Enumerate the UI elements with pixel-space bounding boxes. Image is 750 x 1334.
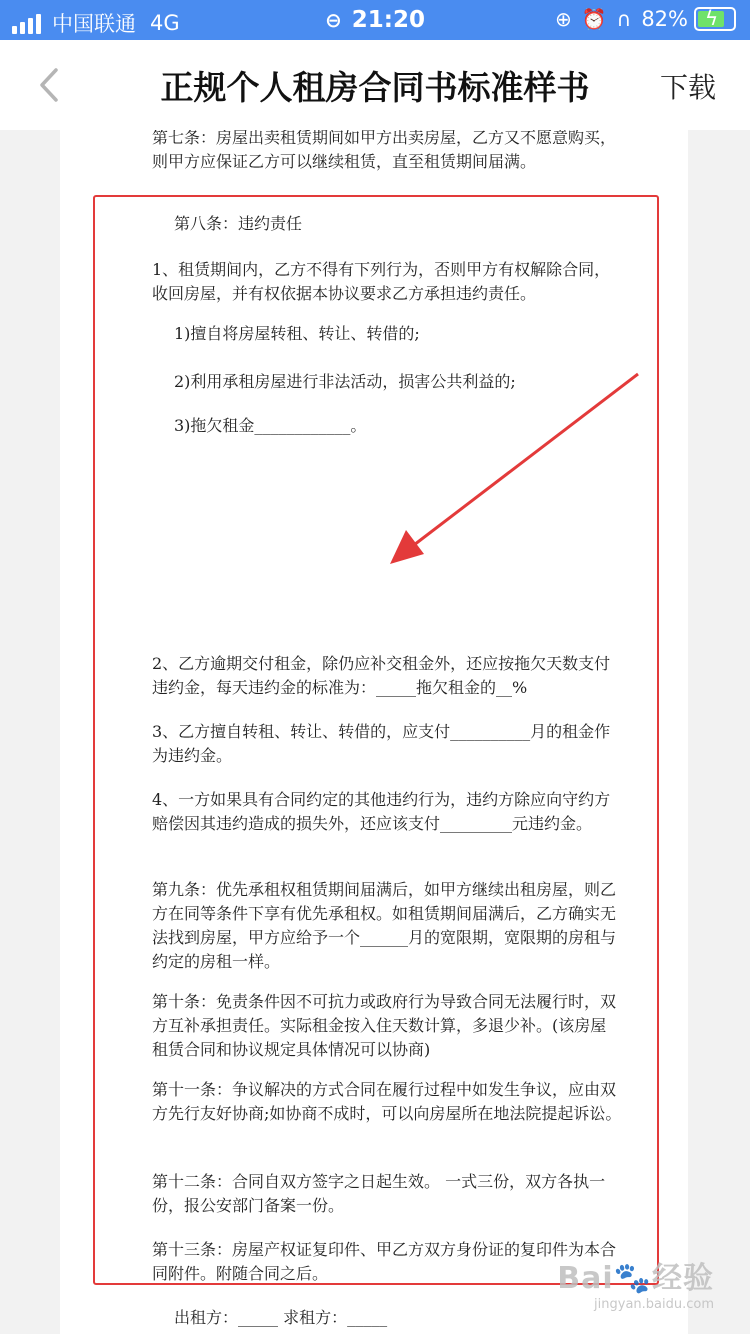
watermark-brand: Bai🐾经验 [557,1261,714,1296]
chevron-left-icon[interactable] [30,60,74,110]
page-title: 正规个人租房合同书标准样书 [160,68,590,107]
doc-paragraph-8-2: 2、乙方逾期交付租金，除仍应补交租金外，还应按拖欠天数支付违约金，每天违约金的标准为：_____拖欠租金的__% [152,654,611,697]
lock-rotation-icon: ⊕ [555,7,572,31]
download-button[interactable]: 下载 [659,71,716,104]
doc-paragraph-8-4: 4、一方如果具有合同约定的其他违约行为，违约方除应向守约方赔偿因其违约造成的损失外，还应该支付_________元违约金。 [152,790,611,833]
status-bar [0,0,750,40]
headphones-icon: ∩ [616,7,632,31]
battery-percent: 82% [641,7,688,31]
signal-icon [12,12,44,34]
watermark-url: jingyan.baidu.com [594,1297,714,1312]
doc-paragraph-12: 第十二条：合同自双方签字之日起生效。 一式三份，双方各执一份，报公安部门备案一份。 [152,1172,606,1215]
annotation-arrow-icon [380,360,650,580]
doc-item-8-1b: 2)利用承租房屋进行非法活动，损害公共利益的; [174,372,516,391]
doc-paragraph-9: 第九条：优先承租权租赁期间届满后，如甲方继续出租房屋，则乙方在同等条件下享有优先承租权。如租赁期间届满后，乙方确实无法找到房屋，甲方应给予一个______月的宽限期，宽限期的房租与约定的房租一样。 [152,880,617,971]
annotation-highlight-box [93,195,659,1285]
doc-paragraph-7: 第七条：房屋出卖租赁期间如甲方出卖房屋，乙方又不愿意购买，则甲方应保证乙方可以继续租赁，直至租赁期间届满。 [152,130,617,171]
doc-paragraph-11: 第十一条：争议解决的方式合同在履行过程中如发生争议，应由双方先行友好协商;如协商不成时，可以向房屋所在地法院提起诉讼。 [152,1080,622,1123]
baidu-jingyan-watermark [557,1253,714,1312]
battery-icon: ϟ [694,7,736,31]
status-time: 21:20 [351,7,425,33]
doc-paragraph-8-3: 3、乙方擅自转租、转让、转借的，应支付__________月的租金作为违约金。 [152,722,611,765]
carrier-name: 中国联通 [52,12,136,36]
doc-paragraph-8-1: 1、租赁期间内，乙方不得有下列行为，否则甲方有权解除合同，收回房屋，并有权依据本协议要求乙方承担违约责任。 [152,260,611,303]
doc-heading-8: 第八条：违约责任 [174,214,303,233]
doc-signature-line: 出租方：_____ 求租方：_____ [174,1308,388,1327]
doc-item-8-1a: 1)擅自将房屋转租、转让、转借的; [174,324,420,343]
nav-bar [0,40,750,130]
link-icon: ⊖ [325,8,342,32]
network-type: 4G [150,11,180,35]
doc-paragraph-10: 第十条：免责条件因不可抗力或政府行为导致合同无法履行时，双方互补承担责任。实际租金按入住天数计算，多退少补。(该房屋租赁合同和协议规定具体情况可以协商) [152,992,617,1059]
doc-item-8-1c: 3)拖欠租金____________。 [174,416,367,435]
alarm-icon: ⏰ [581,7,607,31]
doc-paragraph-13: 第十三条：房屋产权证复印件、甲乙方双方身份证的复印件为本合同附件。附随合同之后。 [152,1240,617,1283]
